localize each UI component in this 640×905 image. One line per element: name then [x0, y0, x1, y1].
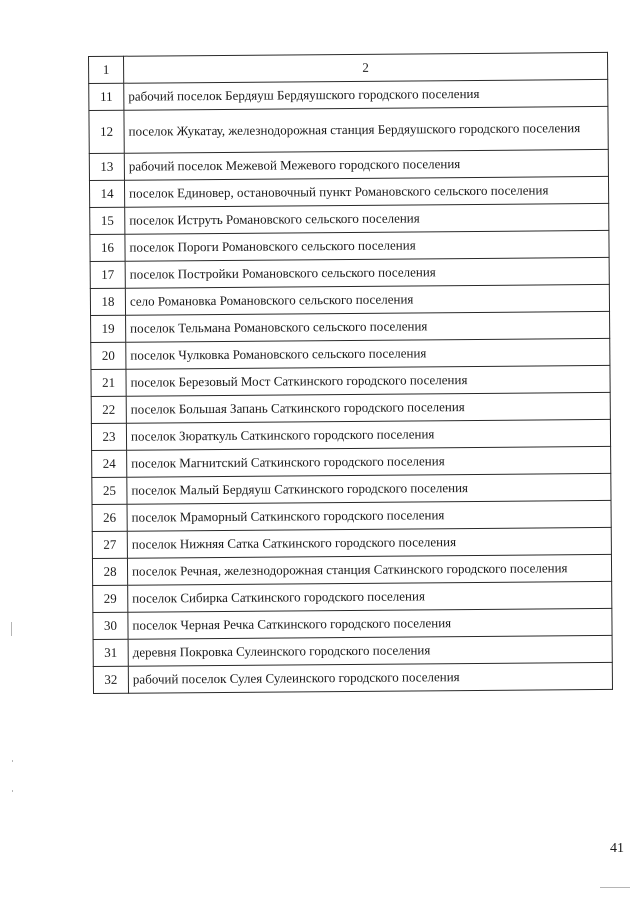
row-number: 27: [92, 531, 127, 558]
row-number: 14: [89, 180, 124, 207]
row-text: поселок Большая Запань Саткинского городского поселения: [126, 392, 610, 423]
row-number: 13: [89, 153, 124, 180]
table-row: [92, 527, 611, 558]
row-text: поселок Нижняя Сатка Саткинского городского поселения: [127, 527, 611, 558]
row-number: 22: [91, 396, 126, 423]
table-row: [93, 635, 612, 666]
row-number: 16: [90, 234, 125, 261]
table-row: [93, 608, 612, 639]
table-row: [89, 176, 608, 207]
row-text: поселок Сибирка Саткинского городского поселения: [128, 581, 612, 612]
scan-speck: [12, 790, 13, 792]
row-text: рабочий поселок Межевой Межевого городского поселения: [124, 149, 608, 180]
row-text: поселок Жукатау, железнодорожная станция Бердяушского городского поселения: [124, 106, 608, 153]
row-text: поселок Тельмана Романовского сельского поселения: [126, 311, 610, 342]
header-col-1: 1: [89, 56, 124, 83]
row-number: 25: [92, 477, 127, 504]
row-text: поселок Речная, железнодорожная станция Саткинского городского поселения: [127, 554, 611, 585]
row-text: поселок Малый Бердяуш Саткинского городского поселения: [127, 473, 611, 504]
table-row: [89, 79, 608, 110]
settlements-table: [88, 52, 613, 694]
table-row: [92, 473, 611, 504]
row-number: 24: [92, 450, 127, 477]
table-row: [92, 500, 611, 531]
row-text: поселок Зюраткуль Саткинского городского поселения: [126, 419, 610, 450]
table-row: [91, 365, 610, 396]
scan-speck: [12, 760, 13, 762]
row-number: 26: [92, 504, 127, 531]
row-number: 12: [89, 110, 124, 153]
table-row: [89, 149, 608, 180]
row-text: поселок Иструть Романовского сельского поселения: [125, 203, 609, 234]
row-text: поселок Березовый Мост Саткинского городского поселения: [126, 365, 610, 396]
row-number: 15: [90, 207, 125, 234]
row-text: село Романовка Романовского сельского поселения: [125, 284, 609, 315]
row-number: 21: [91, 369, 126, 396]
row-number: 29: [93, 585, 128, 612]
table-row: [90, 230, 609, 261]
table-row: [92, 554, 611, 585]
table-row: [90, 203, 609, 234]
header-col-2: 2: [124, 52, 608, 83]
row-text: поселок Магнитский Саткинского городского поселения: [127, 446, 611, 477]
row-text: поселок Единовер, остановочный пункт Романовского сельского поселения: [124, 176, 608, 207]
page-number: 41: [610, 841, 624, 856]
row-text: поселок Мраморный Саткинского городского поселения: [127, 500, 611, 531]
table-row: [91, 419, 610, 450]
table-row: [91, 392, 610, 423]
row-number: 18: [90, 288, 125, 315]
row-number: 11: [89, 83, 124, 110]
row-text: поселок Черная Речка Саткинского городского поселения: [128, 608, 612, 639]
row-number: 19: [91, 315, 126, 342]
scan-speck: [600, 887, 630, 888]
row-number: 17: [90, 261, 125, 288]
row-text: рабочий поселок Сулея Сулеинского городского поселения: [128, 662, 612, 693]
scan-speck: [11, 622, 12, 636]
row-number: 23: [91, 423, 126, 450]
row-number: 20: [91, 342, 126, 369]
row-text: рабочий поселок Бердяуш Бердяушского городского поселения: [124, 79, 608, 110]
row-text: поселок Постройки Романовского сельского поселения: [125, 257, 609, 288]
row-text: поселок Пороги Романовского сельского поселения: [125, 230, 609, 261]
table-header-row: [89, 52, 608, 83]
table-row: [90, 257, 609, 288]
table-row: [89, 106, 608, 153]
row-number: 28: [92, 558, 127, 585]
table-row: [93, 581, 612, 612]
table-row: [91, 338, 610, 369]
table-row: [91, 311, 610, 342]
table-row: [93, 662, 612, 693]
row-text: поселок Чулковка Романовского сельского поселения: [126, 338, 610, 369]
row-number: 30: [93, 612, 128, 639]
table-row: [90, 284, 609, 315]
row-number: 31: [93, 639, 128, 666]
table-row: [92, 446, 611, 477]
row-number: 32: [93, 666, 128, 693]
row-text: деревня Покровка Сулеинского городского поселения: [128, 635, 612, 666]
